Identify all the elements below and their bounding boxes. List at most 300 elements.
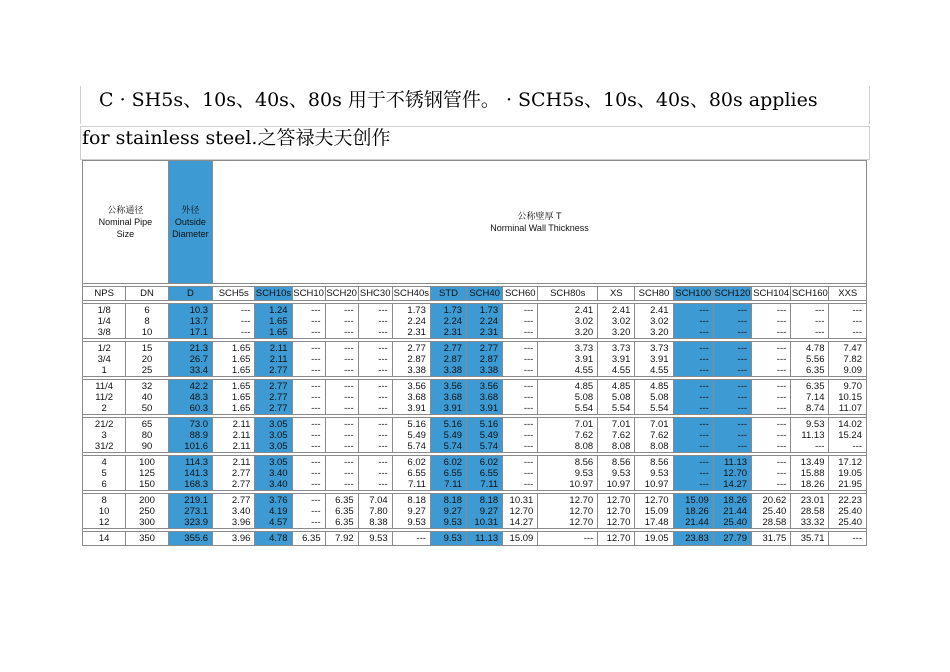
table-cell — [635, 342, 673, 377]
cell-value: 5.54 — [574, 402, 594, 414]
table-row-group — [83, 494, 867, 529]
cell-value: 50 — [141, 402, 153, 414]
cell-value: 300 — [139, 516, 155, 528]
table-cell — [713, 304, 751, 339]
cell-value: 141.3 — [184, 467, 209, 479]
cell-value: 101.6 — [184, 440, 209, 452]
cell-value: --- — [699, 391, 709, 403]
cell-value: 19.05 — [838, 467, 862, 479]
cell-value: 7.04 — [369, 494, 388, 506]
table-cell — [430, 304, 466, 339]
cell-value: 8.74 — [805, 402, 825, 414]
cell-value: 6.55 — [407, 467, 426, 479]
table-cell — [255, 418, 292, 453]
cell-value: --- — [699, 467, 709, 479]
cell-value: 48.3 — [189, 391, 209, 403]
table-cell: 14 — [83, 532, 126, 546]
cell-value: 4.85 — [650, 380, 669, 392]
cell-value: --- — [699, 418, 709, 430]
cell-value: --- — [344, 467, 354, 479]
cell-value: 6 — [101, 478, 107, 490]
column-header: SCH160 — [791, 287, 828, 299]
od-header-cn: 外径 — [181, 205, 200, 215]
table-cell: 9.53 — [358, 532, 392, 546]
cell-value: 7.14 — [805, 391, 825, 403]
cell-value: 5.16 — [407, 418, 426, 430]
cell-value: 6.02 — [479, 456, 499, 468]
cell-value: 21.44 — [723, 505, 748, 517]
cell-value: 12.70 — [606, 516, 631, 528]
cell-value: 1.24 — [269, 304, 288, 316]
cell-value: --- — [344, 326, 354, 338]
table-cell: 355.6 — [168, 532, 212, 546]
cell-value: 3.91 — [611, 353, 631, 365]
cell-value: 8.56 — [574, 456, 594, 468]
cell-value: --- — [737, 380, 748, 392]
cell-value: 23.01 — [800, 494, 825, 506]
table-cell — [673, 494, 713, 529]
cell-value: 10.97 — [569, 478, 594, 490]
table-cell — [430, 494, 466, 529]
cell-value: 3.91 — [650, 353, 669, 365]
table-cell — [673, 456, 713, 491]
cell-value: 5.74 — [407, 440, 426, 452]
column-header-row — [83, 287, 867, 301]
table-cell — [829, 304, 867, 339]
cell-value: 2.77 — [231, 478, 251, 490]
table-cell — [392, 494, 430, 529]
cell-value: 2.77 — [269, 364, 288, 376]
cell-value: 200 — [139, 494, 155, 506]
table-cell — [538, 494, 598, 529]
cell-value: --- — [311, 418, 321, 430]
cell-value: 80 — [141, 429, 153, 441]
cell-value: --- — [378, 353, 388, 365]
column-header: SCH10 — [293, 287, 324, 299]
cell-value: --- — [311, 429, 321, 441]
cell-value: 3.96 — [231, 516, 251, 528]
table-cell — [598, 456, 635, 491]
cell-value: 7.62 — [650, 429, 669, 441]
cell-value: 7.80 — [369, 505, 388, 517]
cell-value: --- — [776, 456, 787, 468]
cell-value: 3.38 — [443, 364, 463, 376]
cell-value: 65 — [141, 418, 153, 430]
table-cell — [126, 342, 168, 377]
table-cell — [255, 342, 292, 377]
table-cell — [503, 456, 538, 491]
table-cell — [829, 342, 867, 377]
table-cell — [213, 456, 255, 491]
column-header: XXS — [829, 287, 867, 301]
cell-value: 15.88 — [800, 467, 825, 479]
cell-value: --- — [311, 391, 321, 403]
cell-value: 10.31 — [474, 516, 499, 528]
cell-value: --- — [311, 342, 321, 354]
table-cell — [325, 456, 358, 491]
column-header: SCH60 — [503, 287, 538, 301]
table-cell: 6.35 — [292, 532, 325, 546]
cell-value: 1.73 — [443, 304, 463, 316]
cell-value: 3.05 — [269, 440, 288, 452]
cell-value: --- — [344, 342, 354, 354]
cell-value: --- — [523, 402, 534, 414]
cell-value: 31/2 — [94, 440, 114, 452]
cell-value: --- — [776, 467, 787, 479]
paragraph-line-1: C · SH5s、10s、40s、80s 用于不锈钢管件。 · SCH5s、10s、40s、80s applies — [80, 86, 870, 124]
cell-value: --- — [737, 315, 748, 327]
table-cell — [213, 418, 255, 453]
table-cell — [598, 304, 635, 339]
cell-value: 5.49 — [407, 429, 426, 441]
cell-value: --- — [852, 315, 862, 327]
cell-value: --- — [378, 478, 388, 490]
cell-value: 4.55 — [611, 364, 631, 376]
cell-value: --- — [523, 380, 534, 392]
table-cell — [829, 418, 867, 453]
cell-value: --- — [523, 478, 534, 490]
cell-value: 9.53 — [805, 418, 825, 430]
cell-value: 33.4 — [189, 364, 209, 376]
table-cell — [503, 418, 538, 453]
cell-value: 25 — [141, 364, 153, 376]
cell-value: --- — [699, 456, 709, 468]
cell-value: --- — [311, 516, 321, 528]
cell-value: 7.11 — [444, 478, 463, 490]
table-cell — [358, 494, 392, 529]
table-cell — [829, 380, 867, 415]
table-cell — [168, 418, 212, 453]
table-cell — [213, 342, 255, 377]
cell-value: 3.56 — [443, 380, 463, 392]
column-header: SCH80s — [538, 287, 598, 301]
table-cell — [598, 418, 635, 453]
cell-value: --- — [311, 505, 321, 517]
cell-value: --- — [378, 391, 388, 403]
cell-value: --- — [852, 304, 862, 316]
cell-value: 9.53 — [650, 467, 669, 479]
table-cell: 15.09 — [503, 532, 538, 546]
cell-value: 2.87 — [407, 353, 426, 365]
table-cell — [292, 304, 325, 339]
cell-value: 1/2 — [97, 342, 111, 354]
cell-value: 7.47 — [843, 342, 862, 354]
table-cell — [635, 494, 673, 529]
table-cell — [213, 380, 255, 415]
table-cell: 7.92 — [325, 532, 358, 546]
cell-value: --- — [776, 391, 787, 403]
cell-value: --- — [378, 429, 388, 441]
cell-value: 3.91 — [443, 402, 463, 414]
cell-value: --- — [737, 418, 748, 430]
table-row-group — [83, 418, 867, 453]
cell-value: 3.73 — [611, 342, 631, 354]
cell-value: 3.76 — [269, 494, 288, 506]
od-header-en-1: Outside — [174, 217, 206, 227]
cell-value: 3.40 — [269, 478, 288, 490]
cell-value: 1.65 — [231, 364, 251, 376]
table-cell — [467, 418, 503, 453]
cell-value: 73.0 — [189, 418, 209, 430]
cell-value: 4.85 — [611, 380, 631, 392]
table-cell — [168, 494, 212, 529]
table-cell — [83, 494, 126, 529]
table-cell — [292, 494, 325, 529]
cell-value: 12.70 — [606, 505, 631, 517]
cell-value: 168.3 — [184, 478, 209, 490]
table-cell — [392, 304, 430, 339]
cell-value: 9.27 — [479, 505, 499, 517]
table-cell — [791, 494, 829, 529]
cell-value: --- — [737, 326, 748, 338]
cell-value: --- — [523, 440, 534, 452]
cell-value: 1.73 — [407, 304, 426, 316]
cell-value: 2.77 — [479, 342, 499, 354]
cell-value: 15.24 — [838, 429, 862, 441]
cell-value: 8.56 — [611, 456, 631, 468]
wt-header-en: Norminal Wall Thickness — [490, 223, 589, 233]
table-cell: 31.75 — [752, 532, 791, 546]
cell-value: --- — [344, 380, 354, 392]
table-cell — [635, 418, 673, 453]
table-cell — [538, 418, 598, 453]
table-cell — [392, 418, 430, 453]
cell-value: 7.82 — [843, 353, 862, 365]
cell-value: 2.24 — [443, 315, 463, 327]
table-cell: 4.78 — [255, 532, 292, 546]
cell-value: 4.78 — [805, 342, 825, 354]
cell-value: 7.11 — [408, 478, 426, 490]
cell-value: 4.85 — [574, 380, 594, 392]
cell-value: --- — [699, 440, 709, 452]
paragraph-line-2: for stainless steel.之答禄夫天创作 — [80, 126, 870, 160]
cell-value: 1.73 — [479, 304, 499, 316]
cell-value: 3.68 — [407, 391, 426, 403]
cell-value: 3.56 — [407, 380, 426, 392]
table-cell — [673, 418, 713, 453]
cell-value: 3.38 — [407, 364, 426, 376]
table-cell — [83, 380, 126, 415]
table-cell — [292, 418, 325, 453]
table-cell — [829, 456, 867, 491]
column-header: SCH40s — [393, 287, 429, 299]
table-cell — [126, 494, 168, 529]
table-cell — [392, 456, 430, 491]
cell-value: 7.01 — [574, 418, 594, 430]
cell-value: 6.35 — [335, 516, 354, 528]
table-row — [83, 532, 867, 546]
cell-value: 2.11 — [232, 440, 251, 452]
table-cell — [635, 304, 673, 339]
cell-value: 5.74 — [443, 440, 463, 452]
cell-value: 12.70 — [509, 505, 534, 517]
cell-value: --- — [378, 402, 388, 414]
cell-value: --- — [737, 429, 748, 441]
cell-value: 2.11 — [232, 418, 251, 430]
cell-value: 18.26 — [800, 478, 825, 490]
cell-value: 8.18 — [479, 494, 499, 506]
cell-value: 26.7 — [189, 353, 209, 365]
cell-value: 8 — [101, 494, 107, 506]
column-header: STD — [430, 287, 466, 301]
cell-value: 2.87 — [443, 353, 463, 365]
cell-value: 3/4 — [97, 353, 111, 365]
cell-value: --- — [378, 364, 388, 376]
cell-value: 28.58 — [800, 505, 825, 517]
cell-value: 5.54 — [650, 402, 669, 414]
cell-value: 2.11 — [269, 353, 288, 365]
cell-value: --- — [378, 456, 388, 468]
table-cell — [713, 380, 751, 415]
table-cell — [467, 304, 503, 339]
cell-value: 3.20 — [574, 326, 594, 338]
cell-value: --- — [523, 326, 534, 338]
table-cell — [538, 304, 598, 339]
cell-value: 21/2 — [94, 418, 114, 430]
cell-value: 3.05 — [269, 456, 288, 468]
cell-value: --- — [311, 315, 321, 327]
cell-value: 2.77 — [269, 380, 288, 392]
cell-value: 18.26 — [723, 494, 748, 506]
table-cell — [791, 418, 829, 453]
table-cell: 35.71 — [791, 532, 829, 546]
nps-header-en-1: Nominal Pipe — [98, 217, 153, 227]
cell-value: 3.20 — [650, 326, 669, 338]
table-cell — [791, 456, 829, 491]
cell-value: 32 — [141, 380, 153, 392]
cell-value: --- — [852, 440, 862, 452]
cell-value: 2.77 — [407, 342, 426, 354]
cell-value: 2.41 — [611, 304, 631, 316]
table-cell — [598, 380, 635, 415]
cell-value: 8.18 — [443, 494, 463, 506]
table-cell — [168, 380, 212, 415]
cell-value: 2.31 — [479, 326, 499, 338]
cell-value: --- — [240, 326, 251, 338]
table-cell — [430, 380, 466, 415]
cell-value: --- — [852, 326, 862, 338]
cell-value: 2.41 — [574, 304, 594, 316]
cell-value: 8.08 — [574, 440, 594, 452]
cell-value: --- — [240, 315, 251, 327]
cell-value: 3.02 — [574, 315, 594, 327]
cell-value: 2.41 — [650, 304, 669, 316]
table-cell — [752, 342, 791, 377]
table-row-group — [83, 380, 867, 415]
cell-value: --- — [699, 353, 709, 365]
cell-value: --- — [344, 418, 354, 430]
table-cell: 23.83 — [673, 532, 713, 546]
cell-value: --- — [378, 440, 388, 452]
cell-value: 10.97 — [606, 478, 631, 490]
cell-value: 22.23 — [838, 494, 862, 506]
cell-value: 2.77 — [231, 494, 251, 506]
cell-value: 12.70 — [723, 467, 748, 479]
cell-value: --- — [776, 364, 787, 376]
cell-value: --- — [737, 353, 748, 365]
cell-value: 12 — [98, 516, 110, 528]
cell-value: --- — [737, 364, 748, 376]
cell-value: 3.05 — [269, 418, 288, 430]
cell-value: 9.27 — [407, 505, 426, 517]
table-cell — [255, 456, 292, 491]
cell-value: --- — [378, 315, 388, 327]
cell-value: 150 — [139, 478, 155, 490]
cell-value: 5.16 — [479, 418, 499, 430]
cell-value: --- — [776, 418, 787, 430]
table-cell — [503, 342, 538, 377]
cell-value: --- — [776, 429, 787, 441]
table-cell: 3.96 — [213, 532, 255, 546]
cell-value: 3.73 — [574, 342, 594, 354]
nps-header-en-2: Size — [116, 229, 135, 239]
cell-value: --- — [776, 342, 787, 354]
cell-value: 4.19 — [269, 505, 288, 517]
cell-value: 4.55 — [574, 364, 594, 376]
cell-value: --- — [737, 440, 748, 452]
table-cell — [325, 304, 358, 339]
cell-value: --- — [523, 304, 534, 316]
cell-value: 21.95 — [838, 478, 862, 490]
cell-value: 2.77 — [269, 402, 288, 414]
cell-value: --- — [699, 364, 709, 376]
cell-value: 8 — [144, 315, 150, 327]
cell-value: 5.49 — [443, 429, 463, 441]
cell-value: --- — [344, 364, 354, 376]
table-cell: 11.13 — [467, 532, 503, 546]
table-cell — [635, 456, 673, 491]
cell-value: 3.02 — [611, 315, 631, 327]
table-cell: 12.70 — [598, 532, 635, 546]
table-cell — [430, 418, 466, 453]
table-cell — [255, 494, 292, 529]
cell-value: --- — [699, 429, 709, 441]
cell-value: 3.40 — [231, 505, 251, 517]
cell-value: 10.31 — [509, 494, 534, 506]
cell-value: --- — [776, 478, 787, 490]
cell-value: 6.55 — [443, 467, 463, 479]
table-cell — [83, 304, 126, 339]
cell-value: 8.38 — [369, 516, 388, 528]
column-header: SCH10s — [255, 287, 292, 299]
cell-value: 1 — [101, 364, 107, 376]
table-title-row — [83, 161, 867, 284]
table-cell — [126, 456, 168, 491]
table-cell — [752, 304, 791, 339]
cell-value: 2.77 — [443, 342, 463, 354]
table-cell — [713, 418, 751, 453]
cell-value: 1.65 — [231, 402, 251, 414]
cell-value: --- — [699, 304, 709, 316]
cell-value: 1.65 — [231, 353, 251, 365]
table-row-group — [83, 342, 867, 377]
table-cell — [325, 342, 358, 377]
cell-value: --- — [776, 380, 787, 392]
cell-value: 7.01 — [650, 418, 669, 430]
column-header: SCH40 — [467, 287, 503, 301]
cell-value: 12.70 — [644, 494, 669, 506]
table-cell — [83, 456, 126, 491]
cell-value: --- — [523, 391, 534, 403]
cell-value: --- — [776, 304, 787, 316]
table-cell — [168, 304, 212, 339]
cell-value: 8.08 — [650, 440, 669, 452]
cell-value: 2.31 — [407, 326, 426, 338]
cell-value: 9.53 — [443, 516, 463, 528]
nps-header-cn: 公称通径 — [107, 205, 144, 215]
table-cell — [358, 304, 392, 339]
column-header: SCH100 — [673, 287, 713, 301]
